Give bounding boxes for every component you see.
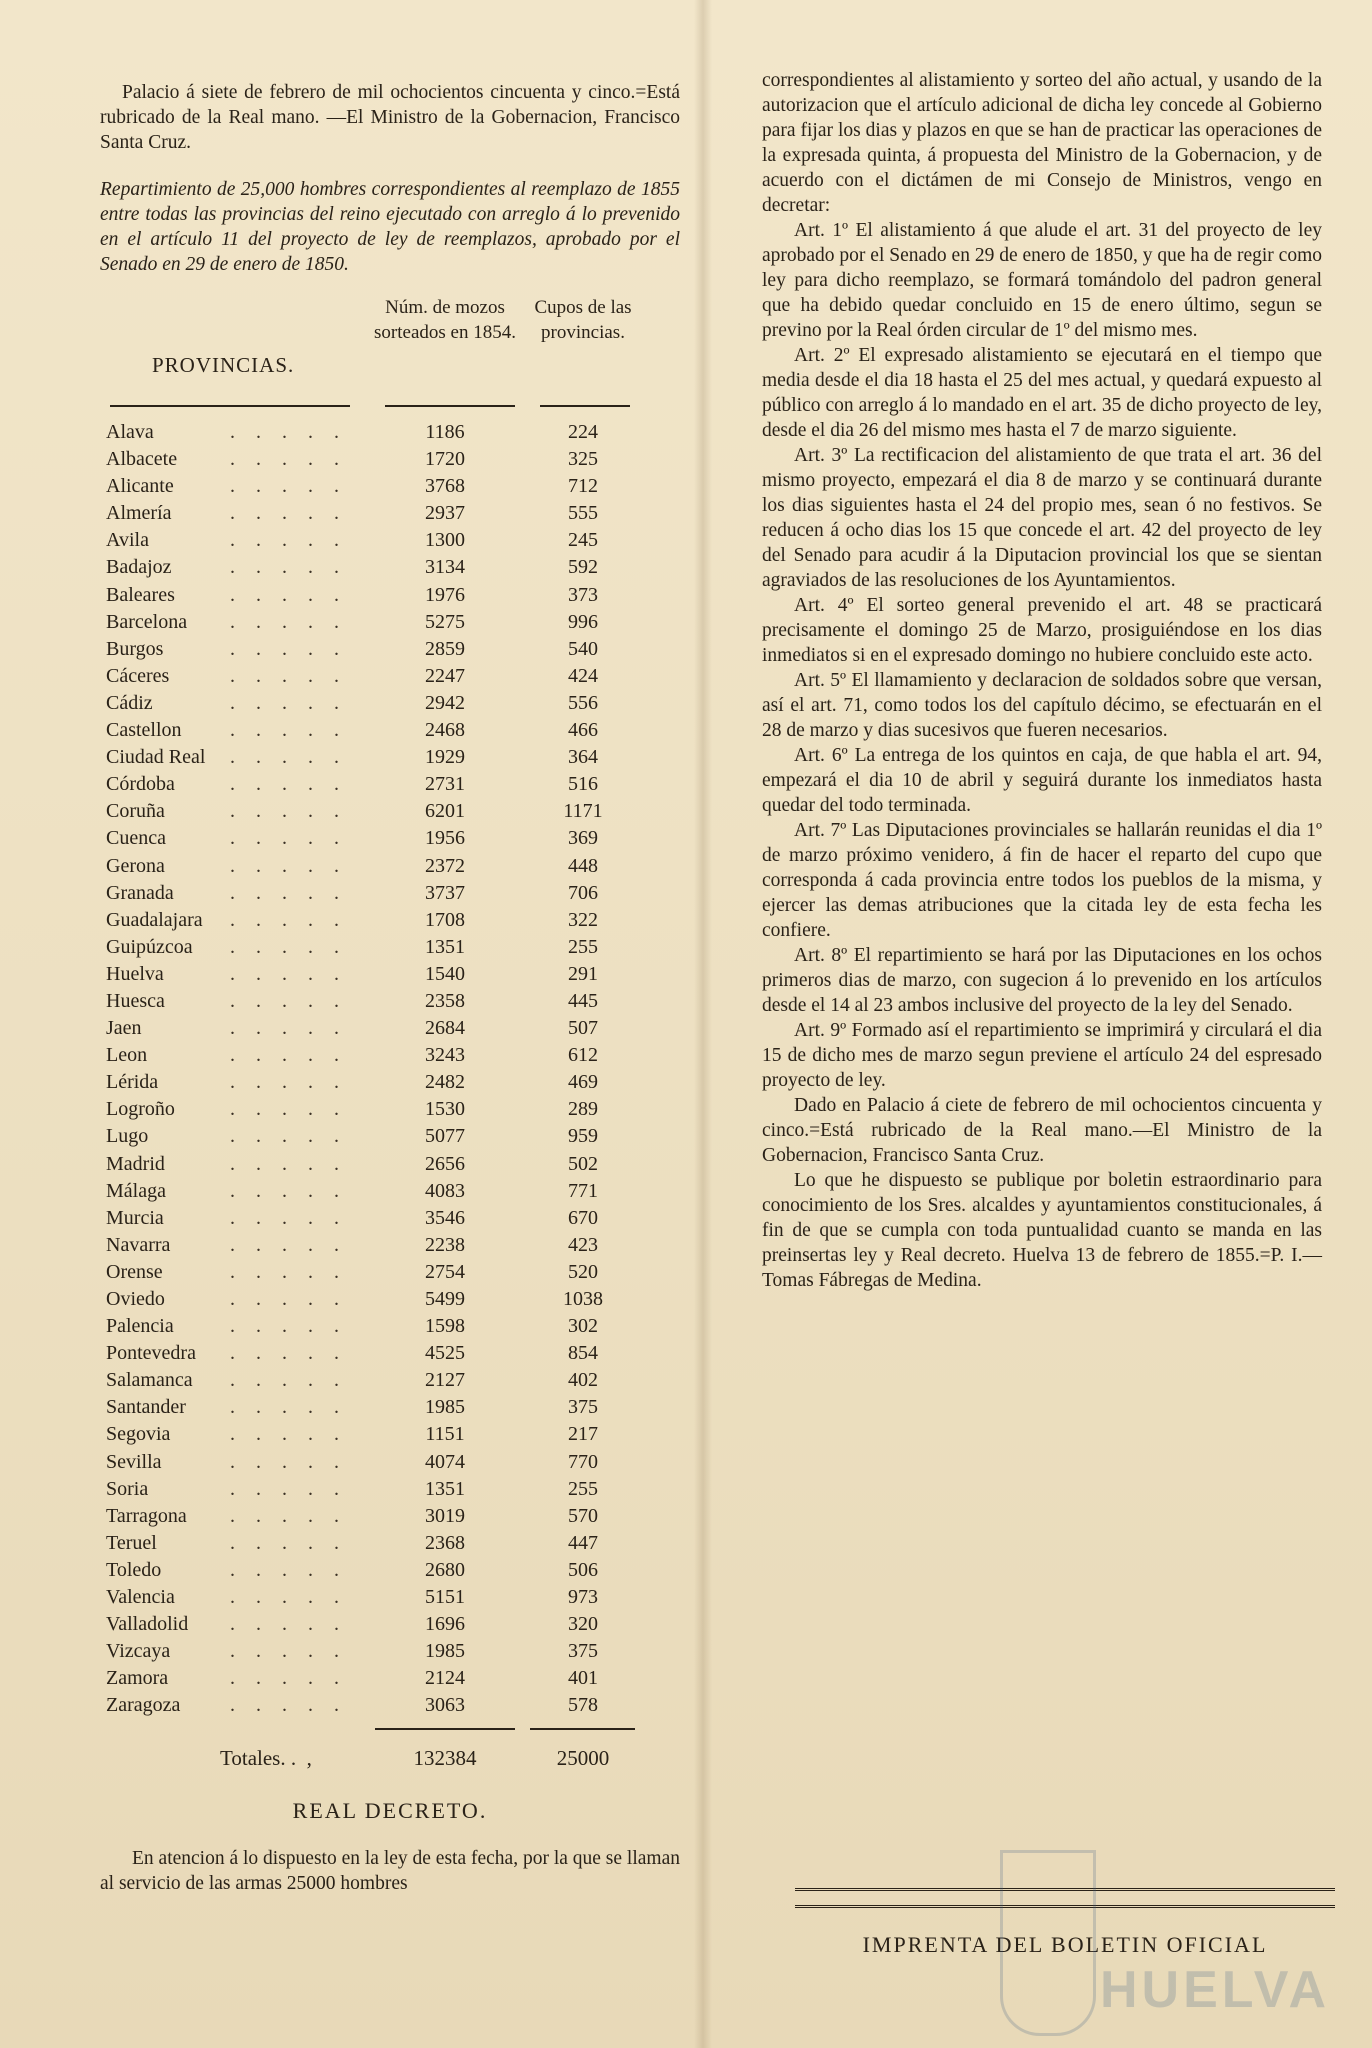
province-cupo: 771 — [568, 1179, 598, 1202]
province-num: 2124 — [425, 1667, 465, 1690]
leader-dots: . . . . . — [230, 1044, 347, 1067]
leader-dots: . . . . . — [230, 1369, 347, 1392]
table-row — [100, 1421, 680, 1448]
leader-dots: . . . . . — [230, 1640, 347, 1663]
table-row — [100, 1015, 680, 1042]
leader-dots: . . . . . — [230, 1558, 347, 1581]
totals-row — [100, 1740, 680, 1780]
province-num: 2372 — [425, 854, 465, 877]
province-name: Santander — [106, 1396, 186, 1419]
province-name: Gerona — [106, 854, 165, 877]
province-name: Huesca — [106, 989, 165, 1012]
table-row — [100, 1611, 680, 1638]
totals-label: Totales. . , — [220, 1745, 312, 1770]
province-cupo: 445 — [568, 989, 598, 1012]
table-row — [100, 1503, 680, 1530]
province-num: 3063 — [425, 1694, 465, 1717]
table-row — [100, 744, 680, 771]
province-num: 2937 — [425, 502, 465, 525]
page-fold-shadow — [694, 0, 712, 2048]
table-row — [100, 798, 680, 825]
province-name: Toledo — [106, 1558, 162, 1581]
province-name: Badajoz — [106, 556, 172, 579]
decree-article: Lo que he dispuesto se publique por boletin estraordinario para conocimiento de los Sres. alcaldes y ayuntamientos constitucionales, á fin de que se cumpla con toda puntualidad cuanto se manda en las preinsertas ley y Real decreto. Huelva 13 de febrero de 1855.=P. I.—Tomas Fábregas de Medina. — [762, 1170, 1322, 1291]
leader-dots: . . . . . — [230, 1071, 347, 1094]
province-name: Alicante — [106, 475, 174, 498]
leader-dots: . . . . . — [230, 1531, 347, 1554]
table-row — [100, 1205, 680, 1232]
province-cupo: 578 — [568, 1694, 598, 1717]
province-name: Madrid — [106, 1152, 165, 1175]
leader-dots: . . . . . — [230, 719, 347, 742]
imprint-line: IMPRENTA DEL BOLETIN OFICIAL — [862, 1932, 1268, 1957]
leader-dots: . . . . . — [230, 556, 347, 579]
decree-article: Art. 3º La rectificacion del alistamiento de que trata el art. 36 del mismo proyecto, empezará el dia 8 de marzo y se continuará durante los dias siguientes hasta el 24 del propio mes, sean ó no festivos. Se reducen á ocho dias los 15 que concede el art. 42 del proyecto de ley del Senado para acudir á la Diputacion provincial los que se sientan agraviados de las resoluciones de los Ayuntamientos. — [762, 445, 1322, 591]
province-cupo: 670 — [568, 1206, 598, 1229]
table-row — [100, 988, 680, 1015]
table-row — [100, 1557, 680, 1584]
table-row — [100, 1178, 680, 1205]
province-num: 2368 — [425, 1531, 465, 1554]
province-name: Logroño — [106, 1098, 175, 1121]
leader-dots: . . . . . — [230, 1450, 347, 1473]
leader-dots: . . . . . — [230, 421, 347, 443]
province-num: 2680 — [425, 1558, 465, 1581]
table-row — [100, 1665, 680, 1692]
province-cupo: 401 — [568, 1667, 598, 1690]
province-num: 3546 — [425, 1206, 465, 1229]
province-name: Teruel — [106, 1531, 157, 1554]
province-name: Jaen — [106, 1017, 142, 1040]
province-num: 2358 — [425, 989, 465, 1012]
leader-dots: . . . . . — [230, 935, 347, 958]
header-rule — [540, 405, 630, 407]
leader-dots: . . . . . — [230, 773, 347, 796]
province-name: Palencia — [106, 1315, 174, 1338]
province-num: 1985 — [425, 1396, 465, 1419]
province-name: Cáceres — [106, 664, 170, 687]
province-name: Valencia — [106, 1586, 175, 1609]
province-num: 1540 — [425, 962, 465, 985]
decree-article: Art. 1º El alistamiento á que alude el art. 31 del proyecto de ley aprobado por el Senado en 29 de enero de 1850, y que ha de regir como ley para dicho reemplazo, se formará tomándolo del padron general que ha debido quedar concluido en 15 de enero último, segun se previno por la Real órden circular de 1º del mismo mes. — [762, 220, 1322, 341]
decree-article: Art. 4º El sorteo general prevenido el art. 48 se practicará precisamente el domingo 25 de Marzo, prosiguiéndose en los dias inmediatos si en el expresado domingo no hubiere concluido este acto. — [762, 595, 1322, 666]
leader-dots: . . . . . — [230, 502, 347, 525]
province-num: 1300 — [425, 529, 465, 552]
province-num: 1985 — [425, 1640, 465, 1663]
totals-rule — [100, 1720, 680, 1740]
province-name: Guipúzcoa — [106, 935, 193, 958]
table-title: Repartimiento de 25,000 hombres correspondientes al reemplazo de 1855 entre todas las provincias del reino ejecutado con arreglo á lo prevenido en el artículo 11 del proyecto de ley de reemplazos, aprobado por el Senado en 29 de enero de 1850. — [100, 179, 680, 275]
leader-dots: . . . . . — [230, 691, 347, 714]
header-cupos: Cupos de las provincias. — [534, 297, 632, 343]
province-name: Sevilla — [106, 1450, 162, 1473]
province-num: 5275 — [425, 610, 465, 633]
leader-dots: . . . . . — [230, 637, 347, 660]
province-num: 2482 — [425, 1071, 465, 1094]
province-num: 6201 — [425, 800, 465, 823]
table-row — [100, 853, 680, 880]
province-cupo: 302 — [568, 1315, 598, 1338]
province-num: 2859 — [425, 637, 465, 660]
province-num: 4083 — [425, 1179, 465, 1202]
table-row — [100, 690, 680, 717]
leader-dots: . . . . . — [230, 962, 347, 985]
province-cupo: 973 — [568, 1586, 598, 1609]
leader-dots: . . . . . — [230, 1667, 347, 1690]
province-cupo: 555 — [568, 502, 598, 525]
province-num: 2656 — [425, 1152, 465, 1175]
leader-dots: . . . . . — [230, 1613, 347, 1636]
left-column — [100, 80, 680, 1896]
table-row — [100, 1394, 680, 1421]
watermark-text: HUELVA — [1100, 1961, 1331, 2019]
province-cupo: 570 — [568, 1504, 598, 1527]
province-num: 2684 — [425, 1017, 465, 1040]
province-cupo: 448 — [568, 854, 598, 877]
table-row — [100, 961, 680, 988]
leader-dots: . . . . . — [230, 664, 347, 687]
province-name: Cuenca — [106, 827, 166, 850]
province-cupo: 996 — [568, 610, 598, 633]
decree-article: Art. 7º Las Diputaciones provinciales se hallarán reunidas el dia 1º de marzo próximo venidero, á fin de hacer el reparto del cupo que corresponda á cada provincia entre todos los pueblos de la misma, y ejercer las demas atribuciones que la citada ley de esta fecha les confiere. — [762, 820, 1322, 941]
province-cupo: 447 — [568, 1531, 598, 1554]
province-cupo: 854 — [568, 1342, 598, 1365]
decree-article: Art. 2º El expresado alistamiento se ejecutará en el tiempo que media desde el dia 18 hasta el 25 del mes actual, y quedará expuesto al público con arreglo á lo mandado en el art. 35 de dicho proyecto de ley, desde el dia 26 del mismo mes hasta el 7 de marzo siguiente. — [762, 345, 1322, 441]
table-row — [100, 1069, 680, 1096]
province-cupo: 712 — [568, 475, 598, 498]
leader-dots: . . . . . — [230, 746, 347, 769]
province-cupo: 466 — [568, 719, 598, 742]
province-cupo: 592 — [568, 556, 598, 579]
leader-dots: . . . . . — [230, 1125, 347, 1148]
province-num: 2247 — [425, 664, 465, 687]
province-num: 1929 — [425, 746, 465, 769]
province-cupo: 375 — [568, 1396, 598, 1419]
province-num: 2754 — [425, 1260, 465, 1283]
province-cupo: 706 — [568, 881, 598, 904]
province-cupo: 502 — [568, 1152, 598, 1175]
province-cupo: 325 — [568, 448, 598, 471]
province-name: Orense — [106, 1260, 163, 1283]
province-cupo: 289 — [568, 1098, 598, 1121]
table-row — [100, 1367, 680, 1394]
leader-dots: . . . . . — [230, 1315, 347, 1338]
leader-dots: . . . . . — [230, 989, 347, 1012]
province-cupo: 612 — [568, 1044, 598, 1067]
table-row — [100, 880, 680, 907]
province-cupo: 320 — [568, 1613, 598, 1636]
province-name: Granada — [106, 881, 174, 904]
province-num: 4074 — [425, 1450, 465, 1473]
table-row — [100, 1313, 680, 1340]
leader-dots: . . . . . — [230, 1504, 347, 1527]
province-num: 2468 — [425, 719, 465, 742]
table-row — [100, 1692, 680, 1719]
leader-dots: . . . . . — [230, 881, 347, 904]
header-provincias: PROVINCIAS. — [152, 353, 295, 377]
province-name: Málaga — [106, 1179, 166, 1202]
province-name: Cádiz — [106, 691, 153, 714]
province-name: Córdoba — [106, 773, 175, 796]
decree-article: Art. 9º Formado así el repartimiento se imprimirá y circulará el dia 15 de dicho mes de marzo segun previene el artículo 24 del espresado proyecto de ley. — [762, 1020, 1322, 1091]
leader-dots: . . . . . — [230, 1288, 347, 1310]
province-name: Zamora — [106, 1667, 169, 1690]
province-name: Almería — [106, 502, 172, 525]
leader-dots: . . . . . — [230, 529, 347, 552]
leader-dots: . . . . . — [230, 1098, 347, 1121]
province-table-body — [100, 419, 680, 1720]
leader-dots: . . . . . — [230, 475, 347, 498]
table-row — [100, 717, 680, 744]
leader-dots: . . . . . — [230, 854, 347, 877]
table-row — [100, 582, 680, 609]
leader-dots: . . . . . — [230, 1423, 347, 1446]
header-rule — [385, 405, 515, 407]
province-name: Avila — [106, 529, 149, 552]
province-name: Navarra — [106, 1233, 171, 1256]
province-cupo: 364 — [568, 746, 598, 769]
table-row — [100, 907, 680, 934]
province-name: Huelva — [106, 962, 164, 985]
intro-paragraph: Palacio á siete de febrero de mil ochocientos cincuenta y cinco.=Está rubricado de la Real mano. —El Ministro de la Gobernacion, Francisco Santa Cruz. — [100, 82, 680, 153]
province-num: 1186 — [425, 421, 465, 443]
province-cupo: 1171 — [563, 800, 603, 823]
province-name: Ciudad Real — [106, 746, 206, 769]
leader-dots: . . . . . — [230, 1396, 347, 1419]
province-cupo: 423 — [568, 1233, 598, 1256]
table-row — [100, 1096, 680, 1123]
province-cupo: 375 — [568, 1640, 598, 1663]
province-cupo: 520 — [568, 1260, 598, 1283]
province-cupo: 770 — [568, 1450, 598, 1473]
province-num: 1598 — [425, 1315, 465, 1338]
table-row — [100, 1584, 680, 1611]
province-num: 1708 — [425, 908, 465, 931]
province-cupo: 369 — [568, 827, 598, 850]
province-num: 5499 — [425, 1288, 465, 1310]
table-row — [100, 609, 680, 636]
province-num: 1956 — [425, 827, 465, 850]
table-row — [100, 663, 680, 690]
province-cupo: 291 — [568, 962, 598, 985]
province-cupo: 556 — [568, 691, 598, 714]
province-cupo: 255 — [568, 935, 598, 958]
decree-intro: En atencion á lo dispuesto en la ley de esta fecha, por la que se llaman al servicio de las armas 25000 hombres — [100, 1847, 680, 1894]
province-name: Oviedo — [106, 1288, 165, 1310]
province-cupo: 217 — [568, 1423, 598, 1446]
table-row — [100, 527, 680, 554]
leader-dots: . . . . . — [230, 1694, 347, 1717]
province-cupo: 540 — [568, 637, 598, 660]
province-num: 2238 — [425, 1233, 465, 1256]
table-row — [100, 419, 680, 446]
header-rule — [110, 405, 350, 407]
province-cupo: 373 — [568, 583, 598, 606]
province-cupo: 1038 — [563, 1288, 603, 1310]
table-row — [100, 473, 680, 500]
province-num: 1351 — [425, 1477, 465, 1500]
table-row — [100, 1476, 680, 1503]
leader-dots: . . . . . — [230, 1586, 347, 1609]
province-name: Soria — [106, 1477, 149, 1500]
totals-num: 132384 — [413, 1745, 477, 1770]
leader-dots: . . . . . — [230, 448, 347, 471]
leader-dots: . . . . . — [230, 908, 347, 931]
table-row — [100, 554, 680, 581]
leader-dots: . . . . . — [230, 1477, 347, 1500]
province-name: Valladolid — [106, 1613, 189, 1636]
leader-dots: . . . . . — [230, 827, 347, 850]
decree-article: Art. 5º El llamamiento y declaracion de soldados sobre que versan, así el art. 71, como todos los del capítulo décimo, se efectuarán en el 28 de marzo y dias sucesivos que fueren necesarios. — [762, 670, 1322, 741]
province-name: Leon — [106, 1044, 148, 1067]
table-row — [100, 1286, 680, 1313]
province-cupo: 424 — [568, 664, 598, 687]
decree-article: Art. 6º La entrega de los quintos en caja, de que habla el art. 94, empezará el dia 10 de abril y seguirá durante los inmediatos hasta quedar del todo terminada. — [762, 745, 1322, 816]
table-row — [100, 771, 680, 798]
province-num: 1151 — [425, 1423, 465, 1446]
province-num: 1976 — [425, 583, 465, 606]
province-name: Alava — [106, 421, 154, 443]
province-num: 3243 — [425, 1044, 465, 1067]
archive-watermark — [1000, 1850, 1331, 2040]
leader-dots: . . . . . — [230, 1206, 347, 1229]
province-cupo: 322 — [568, 908, 598, 931]
table-row — [100, 446, 680, 473]
province-num: 3019 — [425, 1504, 465, 1527]
province-name: Albacete — [106, 448, 178, 471]
table-row — [100, 1449, 680, 1476]
leader-dots: . . . . . — [230, 583, 347, 606]
table-row — [100, 1530, 680, 1557]
table-header — [100, 295, 680, 419]
decree-heading: REAL DECRETO. — [292, 1797, 488, 1823]
province-num: 1351 — [425, 935, 465, 958]
province-num: 5077 — [425, 1125, 465, 1148]
province-name: Castellon — [106, 719, 182, 742]
table-row — [100, 934, 680, 961]
province-cupo: 507 — [568, 1017, 598, 1040]
province-name: Baleares — [106, 583, 175, 606]
totals-cupo: 25000 — [556, 1745, 610, 1770]
province-num: 2127 — [425, 1369, 465, 1392]
province-name: Lérida — [106, 1071, 159, 1094]
decree-continuation: correspondientes al alistamiento y sorteo del año actual, y usando de la autorizacion que el artículo adicional de dicha ley concede al Gobierno para fijar los dias y plazos en que se han de practicar las operaciones de la expresada quinta, á propuesta del Ministro de la Gobernacion, y de acuerdo con el dictámen de mi Consejo de Ministros, vengo en decretar: — [762, 70, 1322, 216]
leader-dots: . . . . . — [230, 1017, 347, 1040]
province-cupo: 402 — [568, 1369, 598, 1392]
province-name: Coruña — [106, 800, 165, 823]
province-num: 1696 — [425, 1613, 465, 1636]
province-cupo: 959 — [568, 1125, 598, 1148]
leader-dots: . . . . . — [230, 1233, 347, 1256]
table-row — [100, 500, 680, 527]
shield-icon — [1000, 1850, 1096, 2036]
province-cupo: 255 — [568, 1477, 598, 1500]
table-row — [100, 1042, 680, 1069]
right-column — [762, 68, 1322, 1293]
province-num: 3737 — [425, 881, 465, 904]
table-row — [100, 825, 680, 852]
leader-dots: . . . . . — [230, 1260, 347, 1283]
province-name: Salamanca — [106, 1369, 193, 1392]
province-cupo: 224 — [568, 421, 598, 443]
province-num: 2942 — [425, 691, 465, 714]
province-cupo: 245 — [568, 529, 598, 552]
province-cupo: 516 — [568, 773, 598, 796]
province-name: Segovia — [106, 1423, 171, 1446]
province-name: Lugo — [106, 1125, 149, 1148]
decree-article: Art. 8º El repartimiento se hará por las Diputaciones en los ochos primeros dias de marzo, con sugecion á lo prevenido en los artículos desde el 14 al 23 ambos inclusive del proyecto de la ley del Senado. — [762, 945, 1322, 1016]
table-row — [100, 1638, 680, 1665]
header-num-mozos: Núm. de mozos sorteados en 1854. — [374, 297, 516, 343]
table-row — [100, 1259, 680, 1286]
province-num: 3768 — [425, 475, 465, 498]
table-row — [100, 1340, 680, 1367]
province-num: 1530 — [425, 1098, 465, 1121]
leader-dots: . . . . . — [230, 800, 347, 823]
province-num: 2731 — [425, 773, 465, 796]
leader-dots: . . . . . — [230, 1152, 347, 1175]
table-row — [100, 636, 680, 663]
province-num: 3134 — [425, 556, 465, 579]
table-row — [100, 1123, 680, 1150]
province-num: 4525 — [425, 1342, 465, 1365]
province-name: Barcelona — [106, 610, 188, 633]
province-name: Zaragoza — [106, 1694, 181, 1717]
leader-dots: . . . . . — [230, 1179, 347, 1202]
table-row — [100, 1232, 680, 1259]
province-name: Vizcaya — [106, 1640, 171, 1663]
province-num: 5151 — [425, 1586, 465, 1609]
province-cupo: 506 — [568, 1558, 598, 1581]
province-cupo: 469 — [568, 1071, 598, 1094]
table-row — [100, 1151, 680, 1178]
leader-dots: . . . . . — [230, 1342, 347, 1365]
province-name: Burgos — [106, 637, 164, 660]
leader-dots: . . . . . — [230, 610, 347, 633]
province-name: Tarragona — [106, 1504, 187, 1527]
decree-articles — [762, 68, 1322, 1293]
province-num: 1720 — [425, 448, 465, 471]
province-name: Guadalajara — [106, 908, 203, 931]
province-name: Murcia — [106, 1206, 164, 1229]
province-name: Pontevedra — [106, 1342, 196, 1365]
decree-article: Dado en Palacio á ciete de febrero de mil ochocientos cincuenta y cinco.=Está rubricado de la Real mano.—El Ministro de la Gobernacion, Francisco Santa Cruz. — [762, 1095, 1322, 1166]
